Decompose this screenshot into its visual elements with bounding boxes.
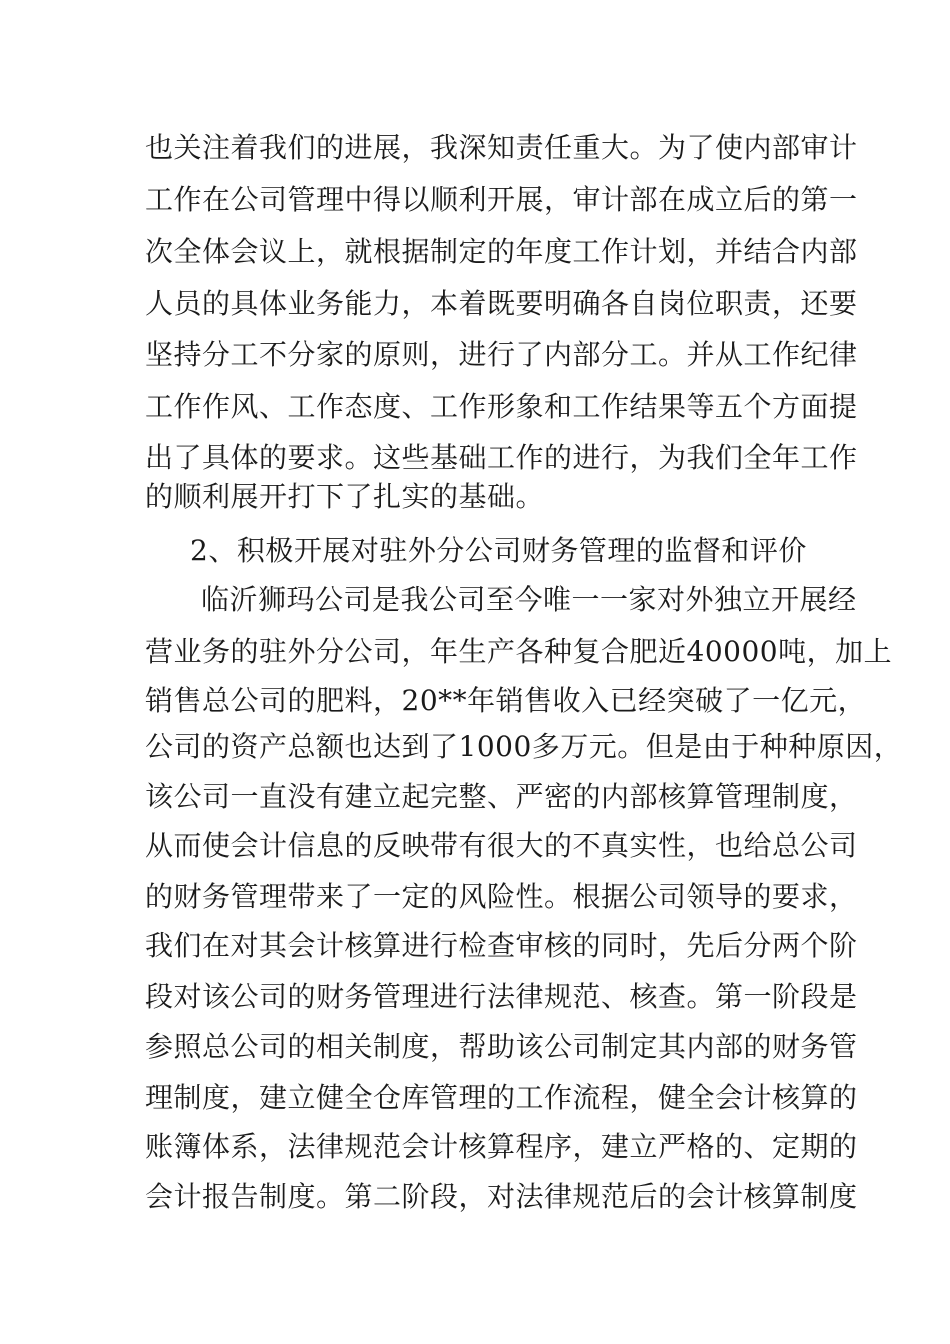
section-heading: 2、积极开展对驻外分公司财务管理的监督和评价 [190, 534, 807, 567]
paragraph-first-line: 临沂狮玛公司是我公司至今唯一一家对外独立开展经 [201, 583, 857, 616]
text-line: 的顺利展开打下了扎实的基础。 [145, 480, 545, 513]
text-line: 营业务的驻外分公司，年生产各种复合肥近40000吨，加上 [145, 635, 893, 668]
text-line: 我们在对其会计核算进行检查审核的同时，先后分两个阶 [145, 929, 858, 962]
text-line: 公司的资产总额也达到了1000多万元。但是由于种种原因， [145, 730, 903, 763]
text-line: 也关注着我们的进展，我深知责任重大。为了使内部审计 [145, 131, 858, 164]
text-line: 从而使会计信息的反映带有很大的不真实性，也给总公司 [145, 829, 858, 862]
text-line: 次全体会议上，就根据制定的年度工作计划，并结合内部 [145, 235, 858, 268]
text-line: 销售总公司的肥料，20**年销售收入已经突破了一亿元， [145, 684, 867, 717]
text-line: 参照总公司的相关制度，帮助该公司制定其内部的财务管 [145, 1030, 858, 1063]
text-line: 工作在公司管理中得以顺利开展，审计部在成立后的第一 [145, 183, 858, 216]
text-line: 坚持分工不分家的原则，进行了内部分工。并从工作纪律 [145, 338, 858, 371]
text-line: 会计报告制度。第二阶段，对法律规范后的会计核算制度 [145, 1180, 858, 1213]
text-line: 理制度，建立健全仓库管理的工作流程，健全会计核算的 [145, 1081, 858, 1114]
text-line: 段对该公司的财务管理进行法律规范、核查。第一阶段是 [145, 980, 858, 1013]
text-line: 人员的具体业务能力，本着既要明确各自岗位职责，还要 [145, 287, 858, 320]
text-line: 的财务管理带来了一定的风险性。根据公司领导的要求， [145, 880, 858, 913]
text-line: 工作作风、工作态度、工作形象和工作结果等五个方面提 [145, 390, 858, 423]
text-line: 出了具体的要求。这些基础工作的进行，为我们全年工作 [145, 441, 858, 474]
text-line: 该公司一直没有建立起完整、严密的内部核算管理制度， [145, 780, 858, 813]
text-line: 账簿体系，法律规范会计核算程序，建立严格的、定期的 [145, 1130, 858, 1163]
